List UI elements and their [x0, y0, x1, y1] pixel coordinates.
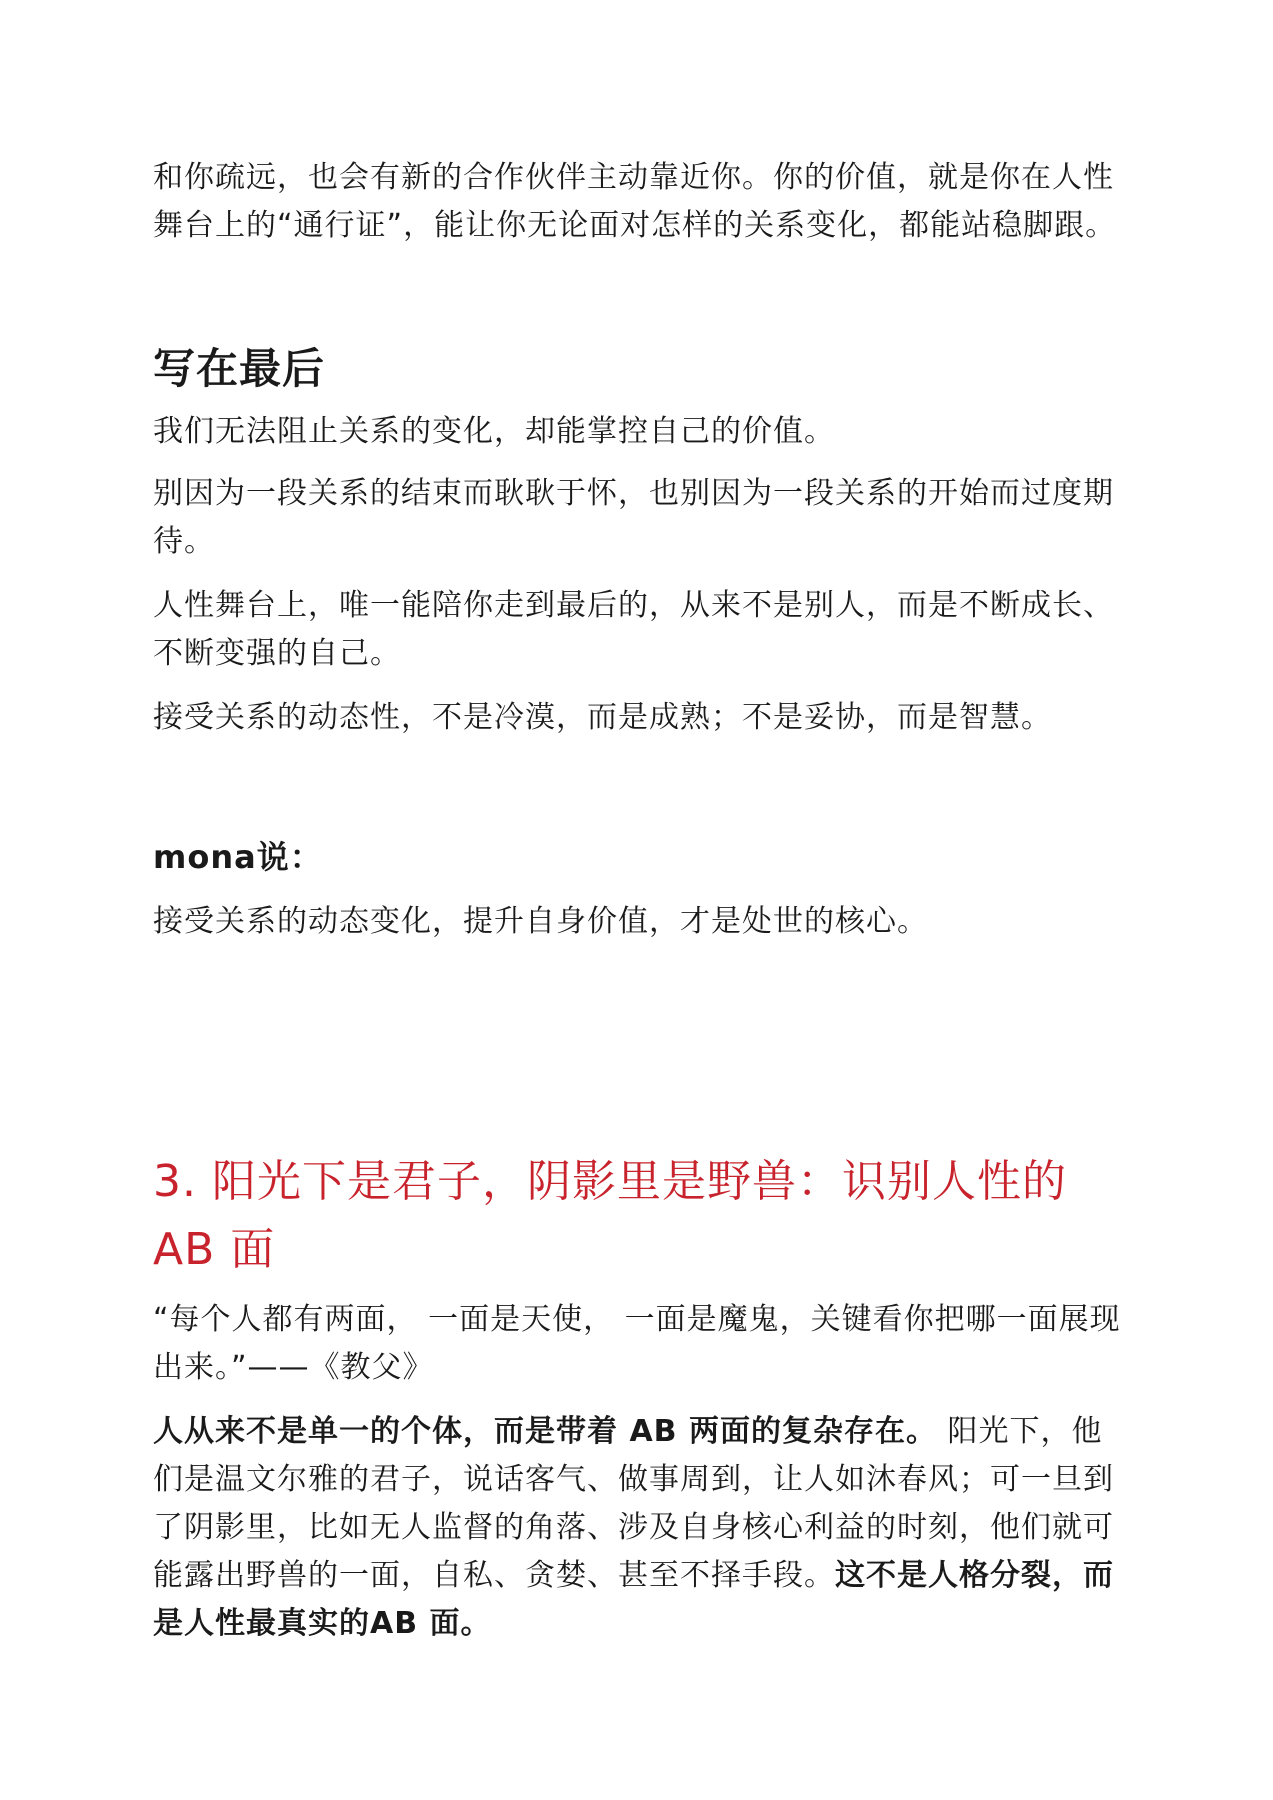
mona-heading: mona说： [153, 838, 323, 876]
section-3-body [153, 1408, 1123, 1648]
intro-paragraph: 和你疏远，也会有新的合作伙伴主动靠近你。你的价值，就是你在人性舞台上的“通行证”，能让你无论面对怎样的关系变化，都能站稳脚跟。 [153, 160, 1117, 243]
body-bold-lead: 人从来不是单一的个体，而是带着 AB 两面的复杂存在。 [153, 1414, 937, 1449]
section-3-heading: 3. 阳光下是君子，阴影里是野兽：识别人性的AB 面 [153, 1156, 1067, 1275]
final-section-heading: 写在最后 [153, 344, 326, 393]
mona-paragraph: 接受关系的动态变化，提升自身价值，才是处世的核心。 [153, 904, 928, 939]
final-paragraph-1: 我们无法阻止关系的变化，却能掌控自己的价值。 [153, 414, 835, 449]
body-bold-conclusion: 这不是人格分裂，而是人性最真实的AB 面。 [153, 1558, 1114, 1641]
final-paragraph-3: 人性舞台上，唯一能陪你走到最后的，从来不是别人，而是不断成长、不断变强的自己。 [153, 588, 1114, 671]
godfather-quote: “每个人都有两面， 一面是天使， 一面是魔鬼，关键看你把哪一面展现出来。”——《教父》 [153, 1302, 1121, 1385]
final-paragraph-4: 接受关系的动态性，不是冷漠，而是成熟；不是妥协，而是智慧。 [153, 700, 1052, 735]
final-paragraph-2: 别因为一段关系的结束而耿耿于怀，也别因为一段关系的开始而过度期待。 [153, 476, 1114, 559]
body-regular-text: 阳光下，他们是温文尔雅的君子，说话客气、做事周到，让人如沐春风；可一旦到了阴影里，比如无人监督的角落、涉及自身核心利益的时刻，他们就可能露出野兽的一面，自私、贪婪、甚至不择手段。 [153, 1414, 1114, 1593]
